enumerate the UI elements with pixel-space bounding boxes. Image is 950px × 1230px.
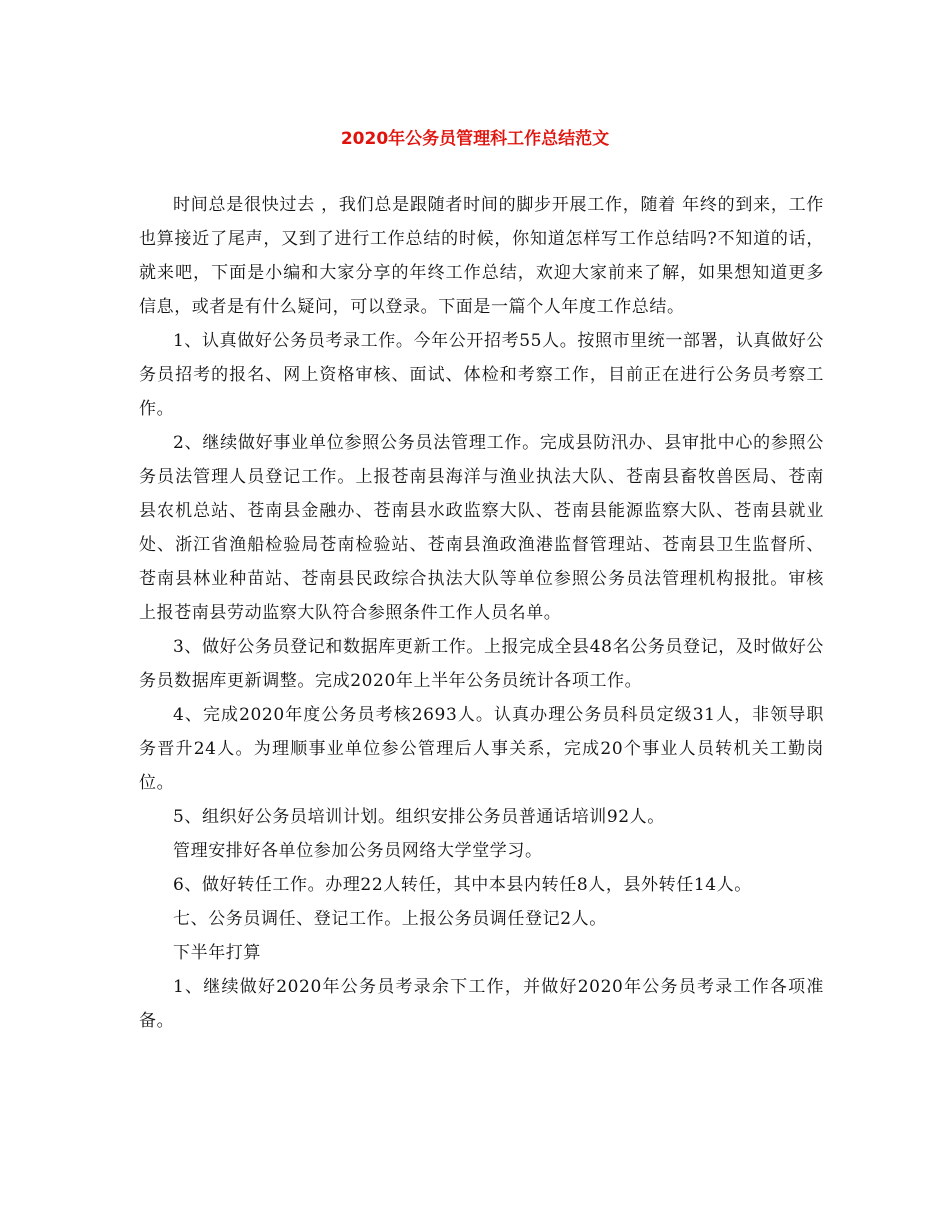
plan-item-1: 1、继续做好2020年公务员考录余下工作，并做好2020年公务员考录工作各项准备。 (139, 977, 824, 1031)
paragraph-item-4: 4、完成2020年度公务员考核2693人。认真办理公务员科员定级31人，非领导职务晋升24人。为理顺事业单位参公管理后人事关系，完成20个事业人员转机关工勤岗位。 (139, 705, 824, 793)
intro-paragraph: 时间总是很快过去 ，我们总是跟随者时间的脚步开展工作，随着 年终的到来，工作也算接近了尾声，又到了进行工作总结的时候，你知道怎样写工作总结吗?不知道的话，就来吧，下面是小编和大家分享的年终工作总结，欢迎大家前来了解，如果想知道更多信息，或者是有什么疑问，可以登录。下面是一篇个人年度工作总结。 (139, 195, 824, 317)
paragraph-item-2: 2、继续做好事业单位参照公务员法管理工作。完成县防汛办、县审批中心的参照公务员法管理人员登记工作。上报苍南县海洋与渔业执法大队、苍南县畜牧兽医局、苍南县农机总站、苍南县金融办、苍南县水政监察大队、苍南县能源监察大队、苍南县就业处、浙江省渔船检验局苍南检验站、苍南县渔政渔港监督管理站、苍南县卫生监督所、苍南县林业种苗站、苍南县民政综合执法大队等单位参照公务员法管理机构报批。审核上报苍南县劳动监察大队符合参照条件工作人员名单。 (139, 433, 824, 623)
paragraph-item-7: 七、公务员调任、登记工作。上报公务员调任登记2人。 (173, 909, 607, 929)
paragraph-item-5: 5、组织好公务员培训计划。组织安排公务员普通话培训92人。 (173, 807, 665, 827)
paragraph-item-5-continued: 管理安排好各单位参加公务员网络大学堂学习。 (173, 841, 543, 861)
paragraph-item-1: 1、认真做好公务员考录工作。今年公开招考55人。按照市里统一部署，认真做好公务员招考的报名、网上资格审核、面试、体检和考察工作，目前正在进行公务员考察工作。 (139, 331, 824, 419)
section-heading-second-half-plan: 下半年打算 (173, 943, 261, 963)
paragraph-item-6: 6、做好转任工作。办理22人转任，其中本县内转任8人，县外转任14人。 (173, 875, 752, 895)
document-body (139, 188, 824, 1038)
paragraph-item-3: 3、做好公务员登记和数据库更新工作。上报完成全县48名公务员登记，及时做好公务员数据库更新调整。完成2020年上半年公务员统计各项工作。 (139, 637, 824, 691)
document-title: 2020年公务员管理科工作总结范文 (340, 129, 610, 149)
